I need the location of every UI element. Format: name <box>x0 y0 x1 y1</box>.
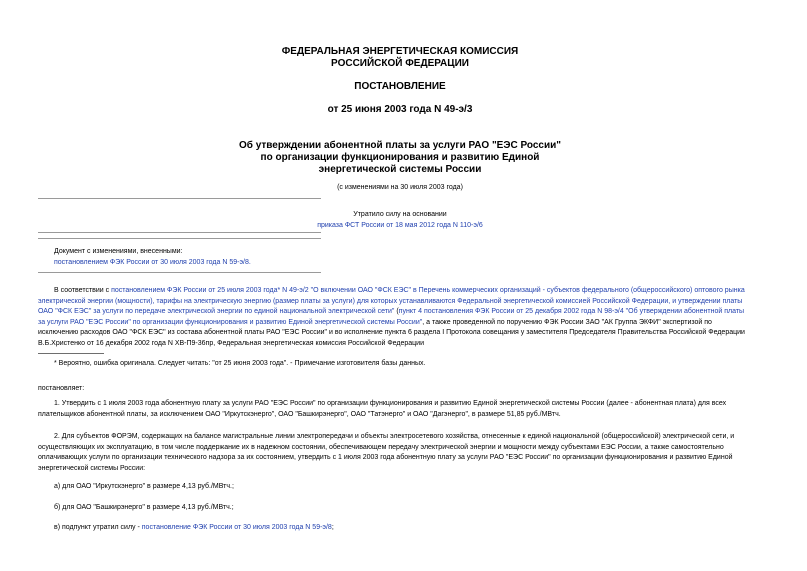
resolution-59-e8-link[interactable]: постановление ФЭК России от 30 июля 2003 года N 59-э/8 <box>141 524 332 531</box>
resolution-49-e2-link[interactable]: постановлением ФЭК России от 25 июля 2003 года* N 49-э/2 "О включении ОАО "ФСК ЕЭС" в Перечень коммерческих организаций - субъектов федерального (общероссийского) оптового рынка <box>111 287 745 294</box>
changes-link[interactable]: постановлением ФЭК России от 30 июля 2003 года N 59-э/8. <box>54 259 251 266</box>
org-name-line1: ФЕДЕРАЛЬНАЯ ЭНЕРГЕТИЧЕСКАЯ КОМИССИЯ <box>281 46 519 57</box>
document-title-line1: Об утверждении абонентной платы за услуги РАО "ЕЭС России" <box>238 140 562 151</box>
org-name-line2: РОССИЙСКОЙ ФЕДЕРАЦИИ <box>331 58 469 69</box>
repeal-order-link[interactable]: приказа ФСТ России от 18 мая 2012 года N 110-э/6 <box>317 222 483 229</box>
preamble-line: В.Б.Христенко от 16 декабря 2002 года N ХВ-П9-36пр, Федеральная энергетическая комиссия Российской Федерации <box>38 339 424 347</box>
resolution-49-e2-link[interactable]: ОАО "ФСК ЕЭС" за услуги по передаче электрической энергии по единой национальной электрической сети" <box>38 308 395 315</box>
item-1-line: 1. Утвердить с 1 июля 2003 года абонентную плату за услуги РАО "ЕЭС России" по организации функционирования и развитию Единой энергетической системы России (далее - абонентная плата) для всех <box>54 400 727 407</box>
status-line: Утратило силу на основании <box>353 211 447 218</box>
footnote: * Вероятно, ошибка оригинала. Следует читать: "от 25 июня 2003 года". - Примечание изготовителя базы данных. <box>54 360 426 367</box>
resolution-98-e4-link[interactable]: за услуги РАО "ЕЭС России" по организации функционирования и развитию Единой энергетической системы России" <box>38 318 423 326</box>
resolves-word: постановляет: <box>38 385 85 392</box>
document-title-line3: энергетической системы России <box>318 164 482 175</box>
preamble-line: В соответствии с постановлением ФЭК России от 25 июля 2003 года* N 49-э/2 "О включении ОАО "ФСК ЕЭС" в Перечень коммерческих организаций - субъектов федерального (общероссийского) оптового рынка <box>54 287 745 294</box>
document-title-line2: по организации функционирования и развитию Единой <box>260 152 540 163</box>
divider <box>38 238 321 239</box>
item-2-line: энергетической системы России: <box>38 464 146 472</box>
divider <box>38 198 321 199</box>
item-2-line: оплачивающих услуги по организации технического надзора за их состоянием, утвердить с 1 июля 2003 года абонентную плату за услуги РАО "ЕЭС России" по организации функционирования и развитию Единой <box>38 454 733 461</box>
document-date: от 25 июня 2003 года N 49-э/3 <box>327 104 473 115</box>
changes-label: Документ с изменениями, внесенными: <box>54 248 183 255</box>
preamble-line <box>38 297 770 307</box>
subitem-c: в) подпункт утратил силу - постановление ФЭК России от 30 июля 2003 года N 59-э/8; <box>54 524 334 531</box>
subitem-b: б) для ОАО "Башкирэнерго" в размере 4,13 руб./МВтч.; <box>54 504 234 511</box>
amendments-note: (с изменениями на 30 июля 2003 года) <box>337 184 463 191</box>
item-2-line: 2. Для субъектов ФОРЭМ, содержащих на балансе магистральные линии электропередачи и объекты электросетевого хозяйства, отнесенные к единой национальной (общероссийской) электрической сети, и <box>54 433 735 440</box>
subitem-a: а) для ОАО "Иркутскэнерго" в размере 4,13 руб./МВтч.; <box>54 483 234 490</box>
item-2-line: осуществляющих их эксплуатацию, в том числе поддержание их в надежном состоянии, обеспечивающем передачу электрической энергии и мощности между субъектами ЕЭС России, а также самостоятельно <box>38 443 724 451</box>
footnote-divider <box>38 353 104 354</box>
document-type: ПОСТАНОВЛЕНИЕ <box>354 81 446 92</box>
divider <box>38 272 321 273</box>
item-1-line: плательщиков абонентной платы, за исключением ОАО "Иркутскэнерго", ОАО "Башкирэнерго", ОАО "Татэнерго" и ОАО "Дагэнерго", в размере 51,85 руб./МВтч. <box>38 410 561 418</box>
divider <box>38 232 321 233</box>
resolution-98-e4-link[interactable]: пункт 4 постановления ФЭК России от 25 декабря 2002 года N 98-э/4 "Об утверждении абонентной платы <box>398 308 745 315</box>
preamble-line: ОАО "ФСК ЕЭС" за услуги по передаче электрической энергии по единой национальной электрической сети" (пункт 4 постановления ФЭК России от 25 декабря 2002 года N 98-э/4 "Об утверждении абонентной платы <box>38 308 745 315</box>
preamble-line: исключению расходов ОАО "ФСК ЕЭС" из состава абонентной платы РАО "ЕЭС России" и во исполнение пункта 6 раздела I Протокола совещания у заместителя Председателя Правительства Российской Федерации <box>38 329 745 336</box>
resolution-49-e2-link[interactable]: электрической энергии (мощности), тарифы на электрическую энергию (размер платы за услуги) для которых устанавливаются Федеральной энергетической комиссией Российской Федерации, и утверждении платы <box>38 297 743 305</box>
preamble-line: за услуги РАО "ЕЭС России" по организации функционирования и развитию Единой энергетической системы России", а также проведенной по поручению ФЭК России ЗАО "АК Группа ЭКФИ" экспертизой по <box>38 318 712 326</box>
